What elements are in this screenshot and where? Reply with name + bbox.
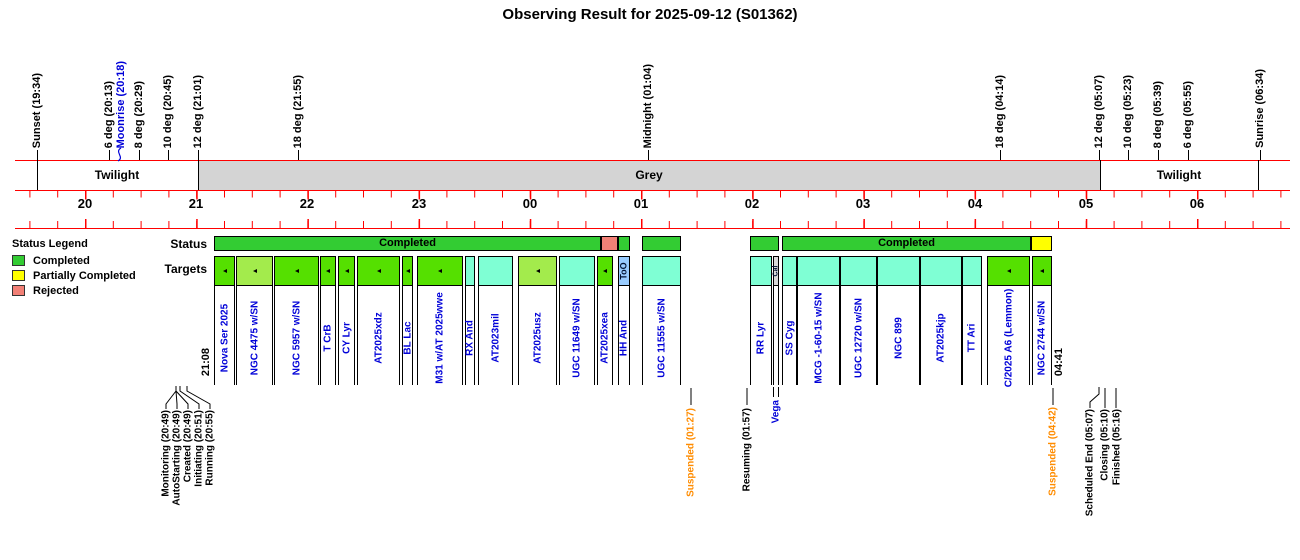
target-name: M31 w/AT 2025wwe <box>434 292 446 384</box>
sky-event-tick <box>168 150 169 160</box>
target-cell-group <box>559 256 595 386</box>
sky-event-tick <box>139 150 140 160</box>
sky-event-tick <box>37 150 38 160</box>
observation-marker-icon <box>253 269 257 273</box>
status-segment <box>618 236 630 251</box>
target-cell <box>962 256 982 286</box>
annotation-connectors <box>166 386 1116 409</box>
target-cell-group <box>465 256 475 386</box>
target-name: HH And <box>618 319 630 357</box>
sky-event-tick <box>198 150 199 160</box>
target-cell-group <box>597 256 613 386</box>
page-title: Observing Result for 2025-09-12 (S01362) <box>502 6 798 23</box>
target-cell <box>773 256 779 286</box>
target-cell <box>214 256 235 286</box>
target-cell <box>518 256 557 286</box>
target-name: T CrB <box>322 324 334 352</box>
target-name: RX And <box>464 320 476 356</box>
target-cell-group <box>214 256 235 386</box>
legend-swatch <box>12 255 25 266</box>
sky-event-tick <box>1099 150 1100 160</box>
target-cell-group <box>417 256 463 386</box>
target-name: UGC 11555 w/SN <box>656 298 667 378</box>
target-cell <box>987 256 1030 286</box>
target-cell <box>597 256 613 286</box>
sky-event-label: 18 deg (21:55) <box>292 74 304 148</box>
target-name: NGC 2744 w/SN <box>1036 300 1048 376</box>
cell-inline-label: Cal <box>772 265 780 277</box>
sky-event-tick <box>1188 150 1189 160</box>
observation-marker-icon <box>603 269 607 273</box>
hour-label: 03 <box>855 196 871 211</box>
session-annotation-label: Monitoring (20:49) <box>160 410 172 497</box>
observation-marker-icon <box>223 269 227 273</box>
status-segment <box>750 236 779 251</box>
sky-event-tick <box>109 150 110 160</box>
target-cell <box>750 256 772 286</box>
target-cell <box>465 256 475 286</box>
target-name: AT2025kjp <box>935 313 947 363</box>
hour-label: 04 <box>967 196 983 211</box>
session-annotation-label: Finished (05:16) <box>1111 409 1123 486</box>
target-cell <box>357 256 400 286</box>
target-name: UGC 12720 w/SN <box>853 297 864 379</box>
sky-event-label: 12 deg (05:07) <box>1093 74 1105 148</box>
target-cell-group <box>877 256 920 386</box>
target-cell <box>840 256 877 286</box>
target-cell <box>797 256 840 286</box>
hour-label: 23 <box>411 196 427 211</box>
hour-label: 20 <box>77 196 93 211</box>
sky-event-label: 10 deg (05:23) <box>1122 74 1134 148</box>
sky-event-tick <box>1128 150 1129 160</box>
legend-item-label: Completed <box>33 254 90 267</box>
target-cell-group <box>920 256 962 386</box>
status-row-label: Status <box>170 237 207 251</box>
target-cell-group <box>402 256 413 386</box>
session-annotation-label: Suspended (04:42) <box>1047 407 1059 496</box>
observation-marker-icon <box>377 269 381 273</box>
target-name: NGC 4475 w/SN <box>249 300 260 376</box>
target-name: CY Lyr <box>341 322 352 354</box>
window-start-time: 21:08 <box>200 347 212 376</box>
twilight-right-label: Twilight <box>1156 168 1202 182</box>
target-cell <box>478 256 513 286</box>
sky-event-label: 6 deg (05:55) <box>1182 80 1194 148</box>
legend-item <box>10 253 136 268</box>
sky-event-label: 8 deg (05:39) <box>1152 80 1164 148</box>
target-cell <box>877 256 920 286</box>
target-cell <box>338 256 355 286</box>
observation-marker-icon <box>326 269 330 273</box>
target-cell-group <box>518 256 557 386</box>
target-cell <box>782 256 797 286</box>
status-segment <box>642 236 681 251</box>
target-name: SS Cyg <box>784 320 795 356</box>
hour-label: 06 <box>1189 196 1205 211</box>
target-cell <box>559 256 595 286</box>
observation-marker-icon <box>536 269 540 273</box>
target-name: BL Lac <box>402 321 413 355</box>
session-annotation-label: Scheduled End (05:07) <box>1084 409 1096 517</box>
twilight-left-label: Twilight <box>94 168 140 182</box>
target-name: TT Ari <box>966 323 978 353</box>
target-cell <box>1032 256 1052 286</box>
sky-event-label: 18 deg (04:14) <box>994 74 1006 148</box>
target-cell-group <box>320 256 336 386</box>
sky-event-label: 6 deg (20:13) <box>103 80 115 148</box>
target-name: Nova Ser 2025 <box>219 303 230 373</box>
status-segment-label: Completed <box>379 237 436 249</box>
sky-event-tick <box>1260 150 1261 160</box>
hour-label: 05 <box>1078 196 1094 211</box>
target-name: AT2023mil <box>490 313 501 363</box>
sky-event-label: 10 deg (20:45) <box>162 74 174 148</box>
hour-label: 00 <box>522 196 538 211</box>
target-cell <box>320 256 336 286</box>
sky-event-label: Midnight (01:04) <box>642 63 654 148</box>
target-name: AT2025xea <box>599 312 611 364</box>
target-name: UGC 11649 w/SN <box>571 298 583 378</box>
window-end-time: 04:41 <box>1053 347 1065 376</box>
target-cell <box>274 256 319 286</box>
sky-event-label: 12 deg (21:01) <box>192 74 204 148</box>
target-cell <box>920 256 962 286</box>
cell-stem <box>773 286 779 385</box>
target-cell-group <box>840 256 877 386</box>
target-cell <box>642 256 681 286</box>
observation-marker-icon <box>295 269 299 273</box>
session-annotation-label: Running (20:55) <box>204 410 216 486</box>
status-segment <box>214 236 601 251</box>
target-cell-group <box>338 256 355 386</box>
hour-label: 02 <box>744 196 760 211</box>
target-cell-group <box>750 256 772 386</box>
session-annotation-label: Vega <box>770 400 782 424</box>
target-name: MCG -1-60-15 w/SN <box>813 292 824 384</box>
sky-event-label: Moonrise (20:18) <box>115 60 127 148</box>
target-cell-group <box>782 256 797 386</box>
status-segment <box>782 236 1031 251</box>
target-cell-group <box>274 256 319 386</box>
grey-band-label: Grey <box>635 168 663 182</box>
session-annotation-label: Closing (05:10) <box>1099 409 1111 481</box>
session-annotation-label: Initiating (20:51) <box>193 410 205 487</box>
observation-marker-icon <box>345 269 349 273</box>
cell-inline-label: ToO <box>618 262 629 280</box>
sky-event-label: 8 deg (20:29) <box>133 80 145 148</box>
observation-marker-icon <box>1040 269 1044 273</box>
target-cell-group <box>1032 256 1052 386</box>
sky-event-tick <box>648 150 649 160</box>
session-annotation-label: AutoStarting (20:49) <box>171 410 183 506</box>
target-cell-group <box>357 256 400 386</box>
target-cell-group <box>987 256 1030 386</box>
hour-label: 21 <box>188 196 204 211</box>
sky-event-label: Sunset (19:34) <box>31 72 43 148</box>
legend-item-label: Rejected <box>33 284 79 297</box>
hour-label: 22 <box>299 196 315 211</box>
target-cell-group <box>236 256 273 386</box>
targets-row-label: Targets <box>164 262 207 276</box>
target-cell <box>402 256 413 286</box>
legend-swatch <box>12 270 25 281</box>
target-cell-group <box>797 256 840 386</box>
status-legend <box>10 238 136 298</box>
target-name: AT2025usz <box>532 312 543 364</box>
session-annotation-label: Created (20:49) <box>182 410 194 483</box>
target-cell-group <box>478 256 513 386</box>
target-name: C/2025 A6 (Lemmon) <box>1003 288 1014 388</box>
target-cell-group <box>962 256 982 386</box>
legend-item-label: Partially Completed <box>33 269 136 282</box>
session-annotation-label: Resuming (01:57) <box>741 408 753 492</box>
status-segment-label: Completed <box>878 237 935 249</box>
sky-event-tick <box>121 150 122 160</box>
legend-items <box>10 253 136 298</box>
target-cell <box>417 256 463 286</box>
observation-marker-icon <box>406 269 410 273</box>
target-name: NGC 899 <box>893 317 904 359</box>
target-cell-group <box>773 256 779 386</box>
target-cell <box>236 256 273 286</box>
target-cell <box>618 256 630 286</box>
legend-item <box>10 268 136 283</box>
status-segment <box>601 236 618 251</box>
legend-title: Status Legend <box>12 238 88 250</box>
legend-item <box>10 283 136 298</box>
sky-event-label: Sunrise (06:34) <box>1254 69 1266 148</box>
sky-event-tick <box>1158 150 1159 160</box>
target-name: RR Lyr <box>755 321 767 355</box>
target-cell-group <box>642 256 681 386</box>
target-name: NGC 5957 w/SN <box>291 300 302 376</box>
status-segment <box>1031 236 1052 251</box>
sky-event-tick <box>1000 150 1001 160</box>
observation-marker-icon <box>438 269 442 273</box>
target-name: AT2025xdz <box>373 312 384 364</box>
observation-marker-icon <box>1007 269 1011 273</box>
legend-swatch <box>12 285 25 296</box>
hour-label: 01 <box>633 196 649 211</box>
session-annotation-label: Suspended (01:27) <box>685 408 697 497</box>
sky-event-tick <box>298 150 299 160</box>
target-cell-group <box>618 256 630 386</box>
